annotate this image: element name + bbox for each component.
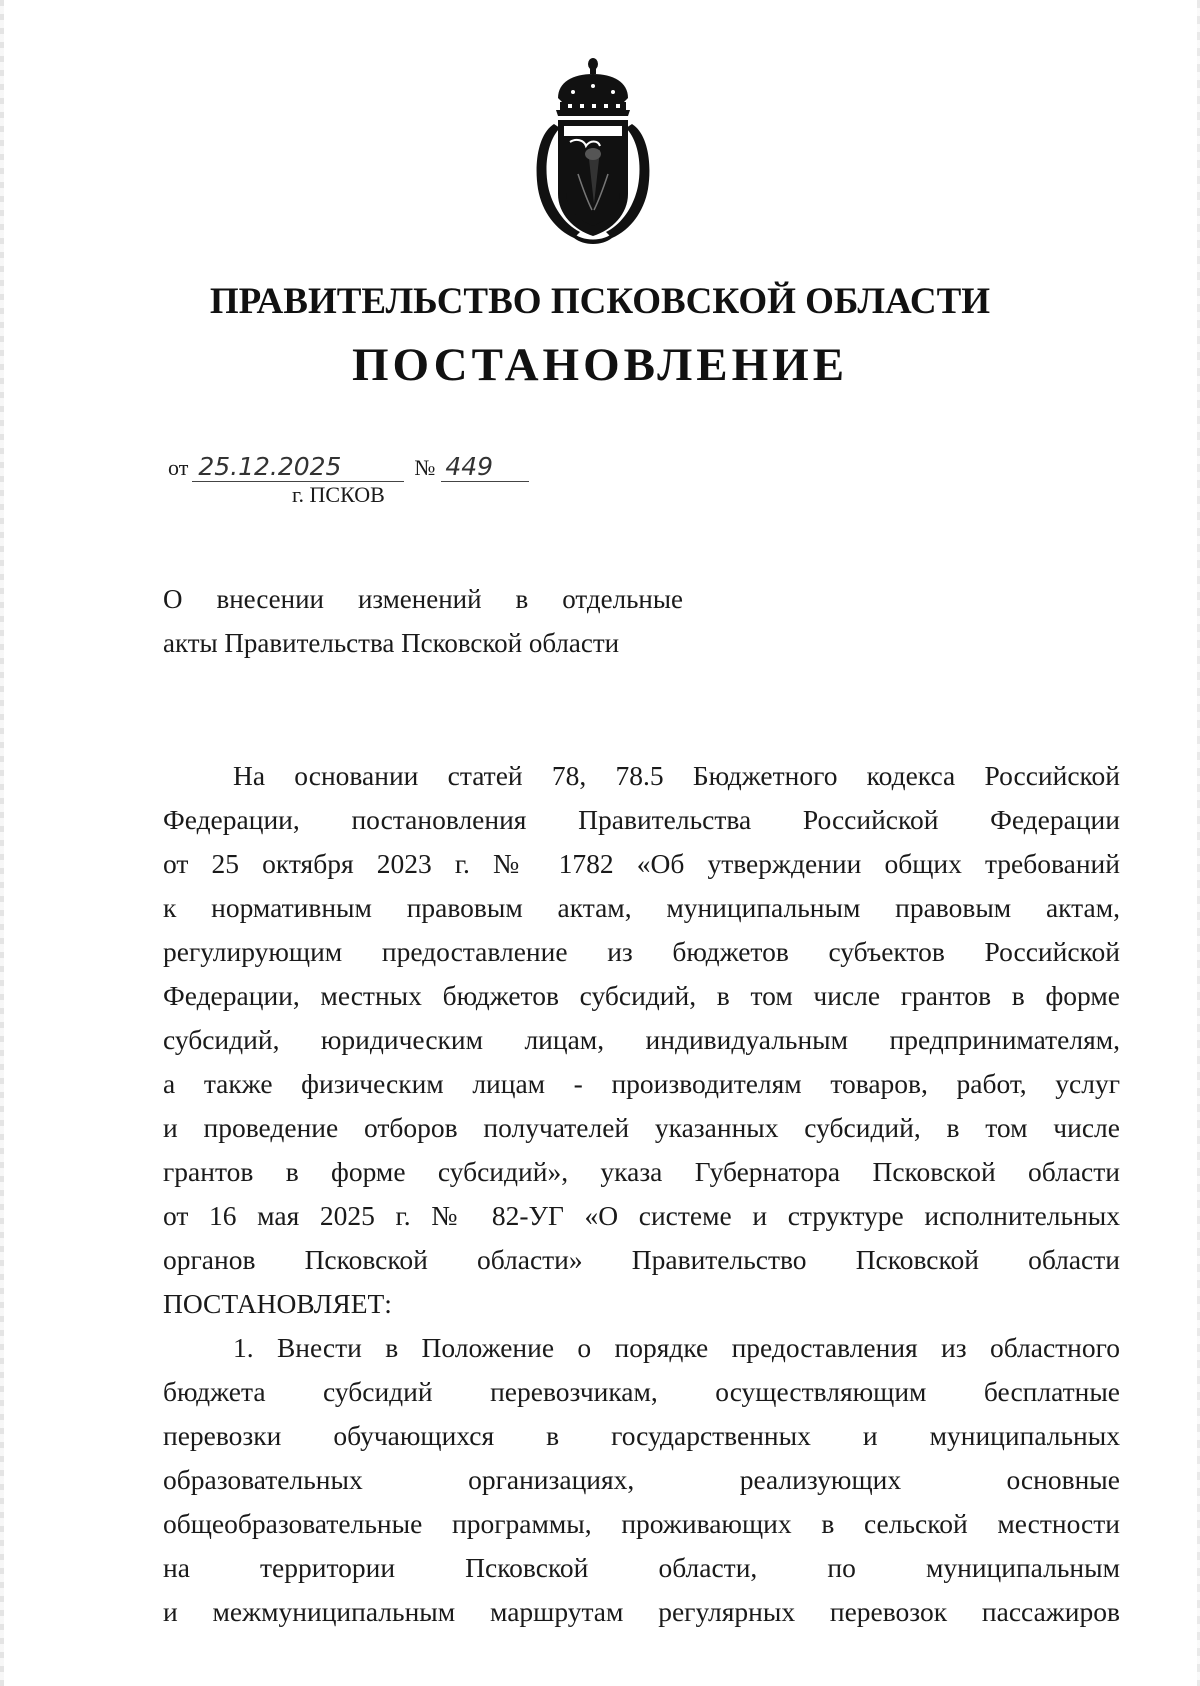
body-line: от 25 октября 2023 г. № 1782 «Об утверждении общих требований [163, 848, 1120, 879]
document-subject [163, 577, 683, 665]
subject-word: изменений [357, 584, 482, 614]
organization-title: ПРАВИТЕЛЬСТВО ПСКОВСКОЙ ОБЛАСТИ [209, 281, 991, 322]
body-line: регулирующим предоставление из бюджетов субъектов Российской [163, 936, 1120, 967]
document-body [163, 754, 1120, 1634]
date-number-line [168, 452, 529, 482]
body-line: субсидий, юридическим лицам, индивидуальным предпринимателям, [163, 1024, 1120, 1055]
body-line: общеобразовательные программы, проживающих в сельской местности [163, 1508, 1120, 1539]
body-line: и межмуниципальным маршрутам регулярных перевозок пассажиров [163, 1596, 1120, 1627]
subject-word: в [515, 584, 529, 614]
body-line: на территории Псковской области, по муниципальным [163, 1552, 1120, 1583]
subject-word: отдельные [562, 584, 683, 614]
body-line: органов Псковской области» Правительство Псковской области [163, 1244, 1120, 1275]
subject-line-2: акты Правительства Псковской области [163, 628, 620, 658]
body-line: перевозки обучающихся в государственных и муниципальных [163, 1420, 1120, 1451]
subject-word: О [163, 584, 183, 614]
date-prefix: от [168, 455, 189, 480]
body-line: 1. Внести в Положение о порядке предоставления из областного [233, 1332, 1120, 1363]
body-line: образовательных организациях, реализующих основные [163, 1464, 1120, 1495]
body-line: ПОСТАНОВЛЯЕТ: [163, 1288, 392, 1319]
body-line: Федерации, постановления Правительства Российской Федерации [163, 804, 1120, 835]
city: г. ПСКОВ [292, 482, 385, 507]
body-line: и проведение отборов получателей указанных субсидий, в том числе [163, 1112, 1120, 1143]
body-line: а также физическим лицам - производителям товаров, работ, услуг [163, 1068, 1120, 1099]
scan-edge-left [0, 0, 4, 1686]
document-type-title: ПОСТАНОВЛЕНИЕ [351, 339, 849, 391]
body-line: к нормативным правовым актам, муниципальным правовым актам, [163, 892, 1120, 923]
pskov-coat-of-arms-icon [528, 54, 658, 244]
body-line: от 16 мая 2025 г. № 82-УГ «О системе и структуре исполнительных [163, 1200, 1120, 1231]
number-prefix: № [414, 455, 436, 480]
date-value: 25.12.2025 [192, 452, 404, 482]
body-line: Федерации, местных бюджетов субсидий, в том числе грантов в форме [163, 980, 1120, 1011]
body-line: На основании статей 78, 78.5 Бюджетного кодекса Российской [233, 760, 1120, 791]
body-line: грантов в форме субсидий», указа Губернатора Псковской области [163, 1156, 1120, 1187]
subject-word: внесении [216, 584, 324, 614]
body-line: бюджета субсидий перевозчикам, осуществляющим бесплатные [163, 1376, 1120, 1407]
number-value: 449 [441, 452, 529, 482]
subject-line-1 [163, 577, 683, 621]
